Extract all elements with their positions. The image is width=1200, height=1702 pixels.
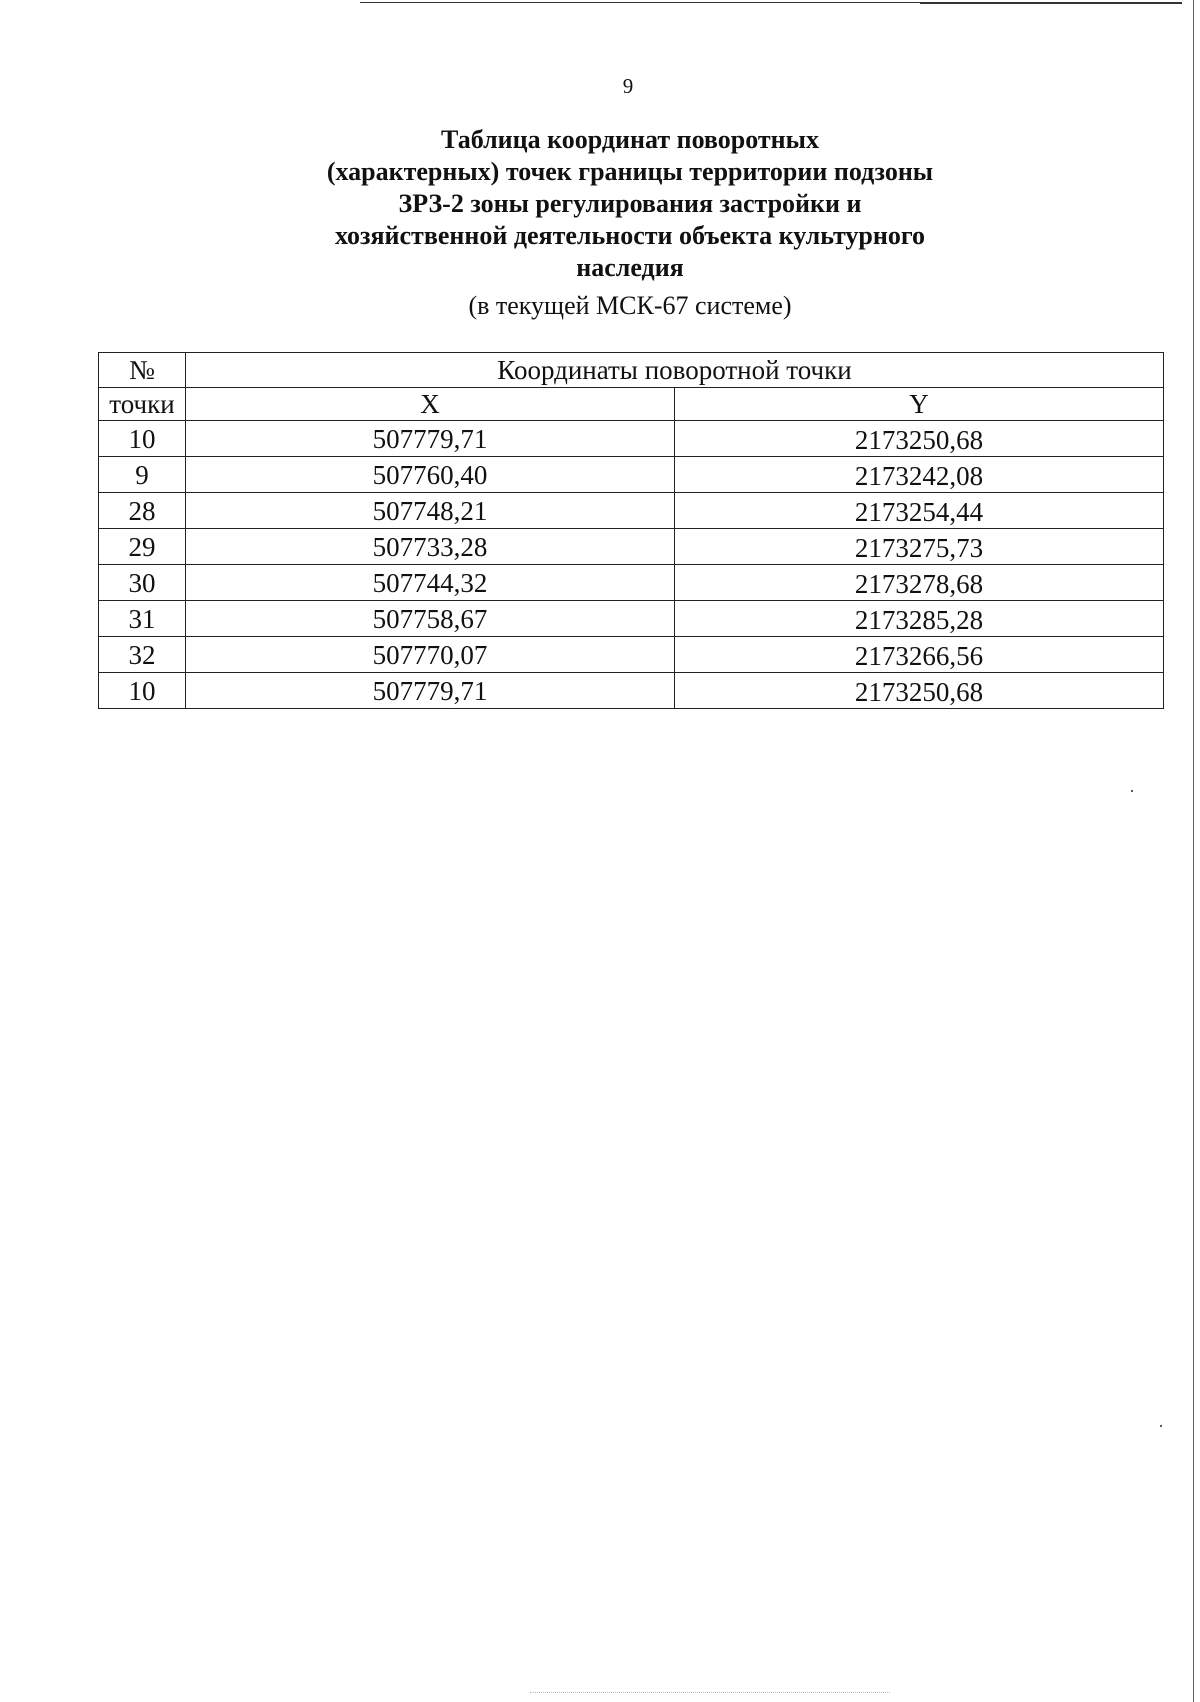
point-y: 2173285,28 xyxy=(675,601,1164,637)
point-x: 507770,07 xyxy=(186,637,675,673)
point-number: 32 xyxy=(99,637,186,673)
title-line-5: наследия xyxy=(576,253,684,282)
title-line-1: Таблица координат поворотных xyxy=(441,125,819,154)
point-y: 2173250,68 xyxy=(675,421,1164,457)
point-x: 507758,67 xyxy=(186,601,675,637)
point-number: 10 xyxy=(99,673,186,709)
point-number: 31 xyxy=(99,601,186,637)
coordinates-table xyxy=(98,352,1164,709)
table-row xyxy=(99,421,1164,457)
point-y: 2173242,08 xyxy=(675,457,1164,493)
point-y: 2173275,73 xyxy=(675,529,1164,565)
scan-bottom-noise xyxy=(530,1692,890,1693)
scan-speck xyxy=(1131,790,1133,792)
point-x: 507779,71 xyxy=(186,421,675,457)
point-number: 30 xyxy=(99,565,186,601)
point-y: 2173278,68 xyxy=(675,565,1164,601)
point-y: 2173250,68 xyxy=(675,673,1164,709)
title-line-2: (характерных) точек границы территории подзоны xyxy=(326,157,934,186)
table-row xyxy=(99,457,1164,493)
coordinate-system-subtitle: (в текущей МСК-67 системе) xyxy=(468,291,792,320)
point-y: 2173266,56 xyxy=(675,637,1164,673)
point-number: 9 xyxy=(99,457,186,493)
table-row xyxy=(99,565,1164,601)
header-number-top: № xyxy=(99,353,186,388)
document-title xyxy=(240,124,1020,284)
scan-top-rule-bold xyxy=(920,2,1182,4)
title-line-4: хозяйственной деятельности объекта культурного xyxy=(335,221,925,250)
table-header-row xyxy=(99,353,1164,388)
header-x: X xyxy=(186,388,675,421)
point-number: 28 xyxy=(99,493,186,529)
table-row xyxy=(99,493,1164,529)
header-y: Y xyxy=(675,388,1164,421)
point-x: 507779,71 xyxy=(186,673,675,709)
point-y: 2173254,44 xyxy=(675,493,1164,529)
scan-speck xyxy=(1160,1425,1162,1427)
header-coords-group: Координаты поворотной точки xyxy=(186,353,1164,388)
point-x: 507744,32 xyxy=(186,565,675,601)
table-row xyxy=(99,529,1164,565)
point-x: 507733,28 xyxy=(186,529,675,565)
scan-right-edge xyxy=(1193,0,1194,1702)
point-number: 10 xyxy=(99,421,186,457)
page-number: 9 xyxy=(622,74,634,98)
point-x: 507748,21 xyxy=(186,493,675,529)
table-row xyxy=(99,673,1164,709)
scan-top-rule xyxy=(360,2,920,3)
table-row xyxy=(99,637,1164,673)
point-number: 29 xyxy=(99,529,186,565)
header-number-bottom: точки xyxy=(99,388,186,421)
title-line-3: ЗРЗ-2 зоны регулирования застройки и xyxy=(398,189,862,218)
table-row xyxy=(99,601,1164,637)
table-header-row xyxy=(99,388,1164,421)
point-x: 507760,40 xyxy=(186,457,675,493)
